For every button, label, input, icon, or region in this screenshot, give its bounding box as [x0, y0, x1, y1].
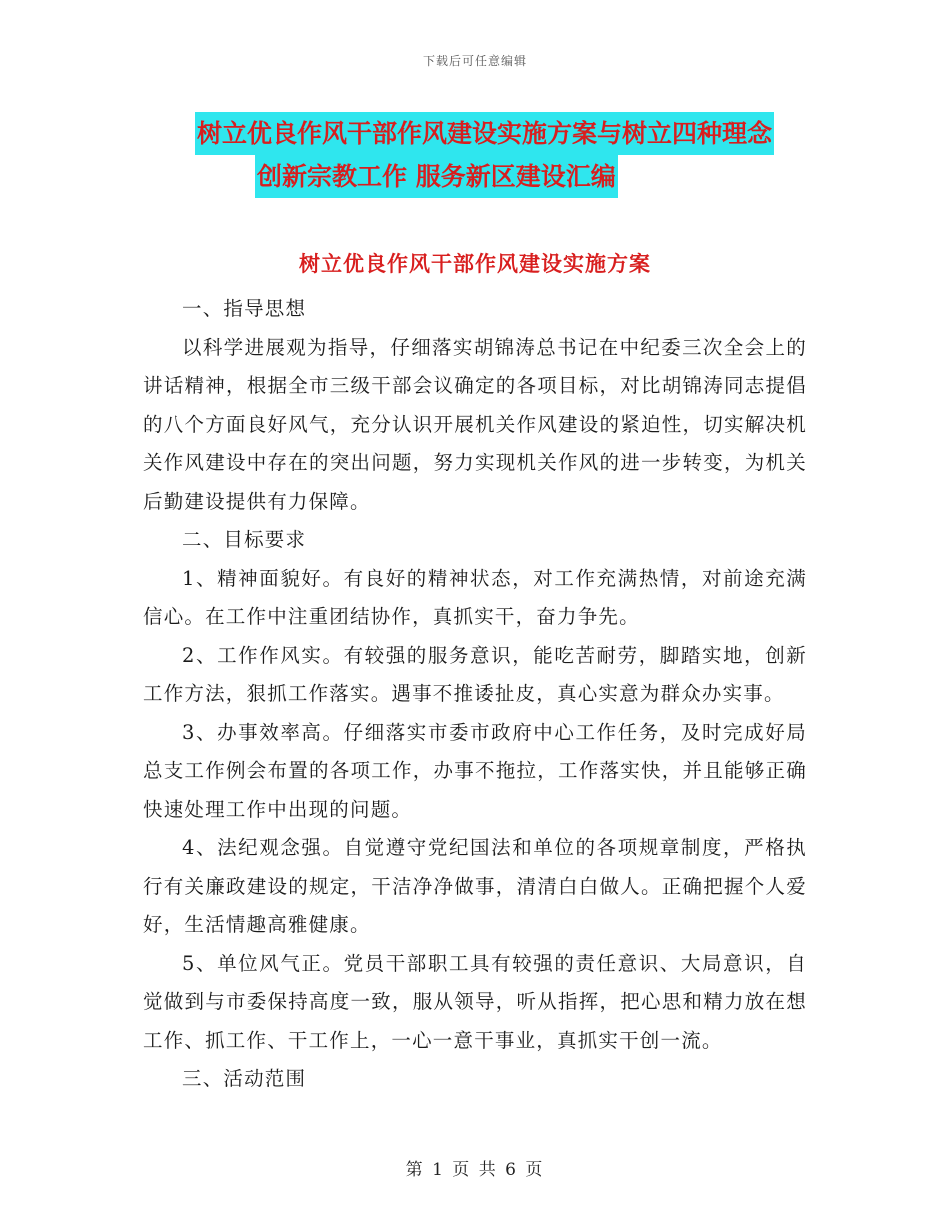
body-text	[143, 290, 807, 1099]
paragraph: 4、法纪观念强。自觉遵守党纪国法和单位的各项规章制度，严格执行有关廉政建设的规定，干洁净净做事，清清白白做人。正确把握个人爱好，生活情趣高雅健康。	[143, 836, 807, 936]
header-note: 下载后可任意编辑	[422, 54, 527, 68]
page-footer: 第 1 页 共 6 页	[405, 1160, 545, 1180]
document-title-line-1: 树立优良作风干部作风建设实施方案与树立四种理念	[195, 112, 774, 155]
paragraph-heading-guiding-ideology: 一、指导思想	[182, 297, 307, 320]
paragraph: 以科学进展观为指导，仔细落实胡锦涛总书记在中纪委三次全会上的讲话精神，根据全市三级干部会议确定的各项目标，对比胡锦涛同志提倡的八个方面良好风气，充分认识开展机关作风建设的紧迫性，切实解决机关作风建设中存在的突出问题，努力实现机关作风的进一步转变，为机关后勤建设提供有力保障。	[143, 335, 807, 513]
paragraph-heading-scope: 三、活动范围	[182, 1067, 307, 1090]
document-title	[195, 112, 815, 198]
paragraph: 1、精神面貌好。有良好的精神状态，对工作充满热情，对前途充满信心。在工作中注重团结协作，真抓实干，奋力争先。	[143, 566, 807, 628]
document-title-line-2: 创新宗教工作 服务新区建设汇编	[255, 155, 618, 198]
paragraph: 2、工作作风实。有较强的服务意识，能吃苦耐劳，脚踏实地，创新工作方法，狠抓工作落实。遇事不推诿扯皮，真心实意为群众办实事。	[143, 643, 807, 705]
paragraph-heading-goals: 二、目标要求	[182, 528, 307, 551]
section-title: 树立优良作风干部作风建设实施方案	[299, 252, 651, 276]
paragraph: 3、办事效率高。仔细落实市委市政府中心工作任务，及时完成好局总支工作例会布置的各项工作，办事不拖拉，工作落实快，并且能够正确快速处理工作中出现的问题。	[143, 720, 807, 821]
paragraph: 5、单位风气正。党员干部职工具有较强的责任意识、大局意识，自觉做到与市委保持高度一致，服从领导，听从指挥，把心思和精力放在想工作、抓工作、干工作上，一心一意干事业，真抓实干创一流。	[143, 951, 807, 1052]
